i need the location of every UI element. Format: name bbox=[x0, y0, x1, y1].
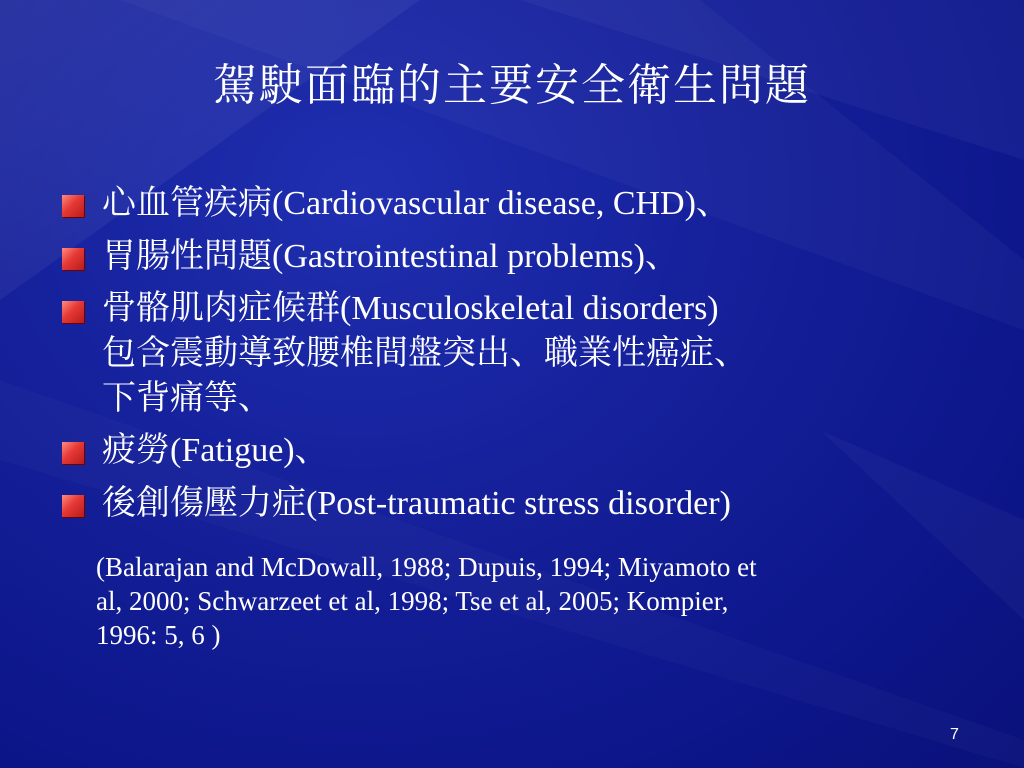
bullet-text: 心血管疾病(Cardiovascular disease, CHD)、 bbox=[102, 185, 730, 222]
page-number: 7 bbox=[950, 726, 959, 743]
bullet-text: 骨骼肌肉症候群(Musculoskeletal disorders) 包含震動導致腰椎間盤突出、職業性癌症、 下背痛等、 bbox=[102, 290, 748, 417]
bullet-item-cardiovascular bbox=[62, 180, 962, 227]
bullet-item-ptsd bbox=[62, 480, 962, 527]
citation: (Balarajan and McDowall, 1988; Dupuis, 1994; Miyamoto et al, 2000; Schwarzeet et al, 1998; Tse et al, 2005; Kompier, 1996: 5, 6 ) bbox=[96, 552, 757, 650]
square-bullet-icon bbox=[62, 301, 84, 323]
bullet-item-gastrointestinal bbox=[62, 233, 962, 280]
bullet-list bbox=[62, 180, 962, 533]
bullet-text: 疲勞(Fatigue)、 bbox=[102, 432, 329, 469]
square-bullet-icon bbox=[62, 248, 84, 270]
slide-title: 駕駛面臨的主要安全衛生問題 bbox=[213, 61, 811, 110]
square-bullet-icon bbox=[62, 495, 84, 517]
bullet-text: 胃腸性問題(Gastrointestinal problems)、 bbox=[102, 238, 679, 275]
bullet-item-fatigue bbox=[62, 427, 962, 474]
square-bullet-icon bbox=[62, 195, 84, 217]
bullet-item-musculoskeletal bbox=[62, 286, 962, 421]
bullet-text: 後創傷壓力症(Post-traumatic stress disorder) bbox=[102, 485, 731, 522]
square-bullet-icon bbox=[62, 442, 84, 464]
